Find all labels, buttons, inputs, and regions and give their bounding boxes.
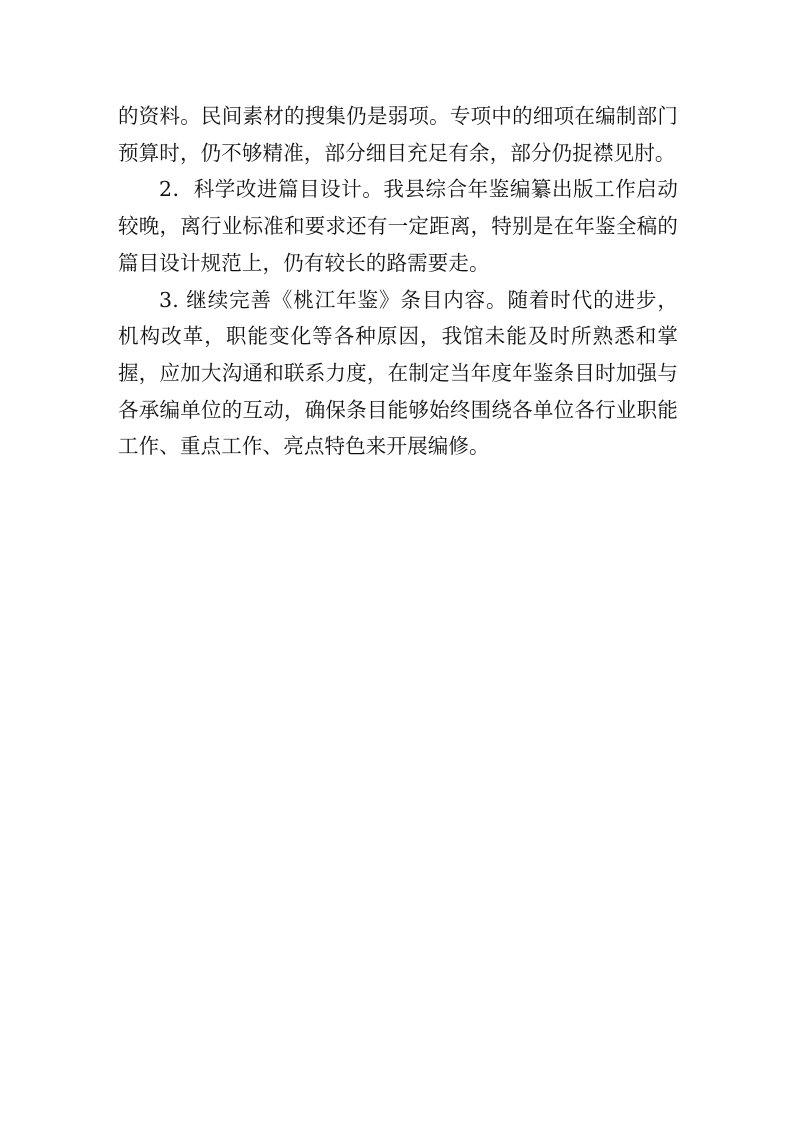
paragraph-continuation: 的资料。民间素材的搜集仍是弱项。专项中的细项在编制部门预算时，仍不够精准，部分细目充足有余，部分仍捉襟见肘。 <box>118 104 678 165</box>
paragraph-item-2: 2．科学改进篇目设计。我县综合年鉴编纂出版工作启动较晚，离行业标准和要求还有一定距离，特别是在年鉴全稿的篇目设计规范上，仍有较长的路需要走。 <box>118 177 678 275</box>
paragraph-item-3: 3. 继续完善《桃江年鉴》条目内容。随着时代的进步，机构改革，职能变化等各种原因，我馆未能及时所熟悉和掌握，应加大沟通和联系力度，在制定当年度年鉴条目时加强与各承编单位的互动，确保条目能够始终围绕各单位各行业职能工作、重点工作、亮点特色来开展编修。 <box>118 287 678 459</box>
document-body <box>118 98 678 465</box>
